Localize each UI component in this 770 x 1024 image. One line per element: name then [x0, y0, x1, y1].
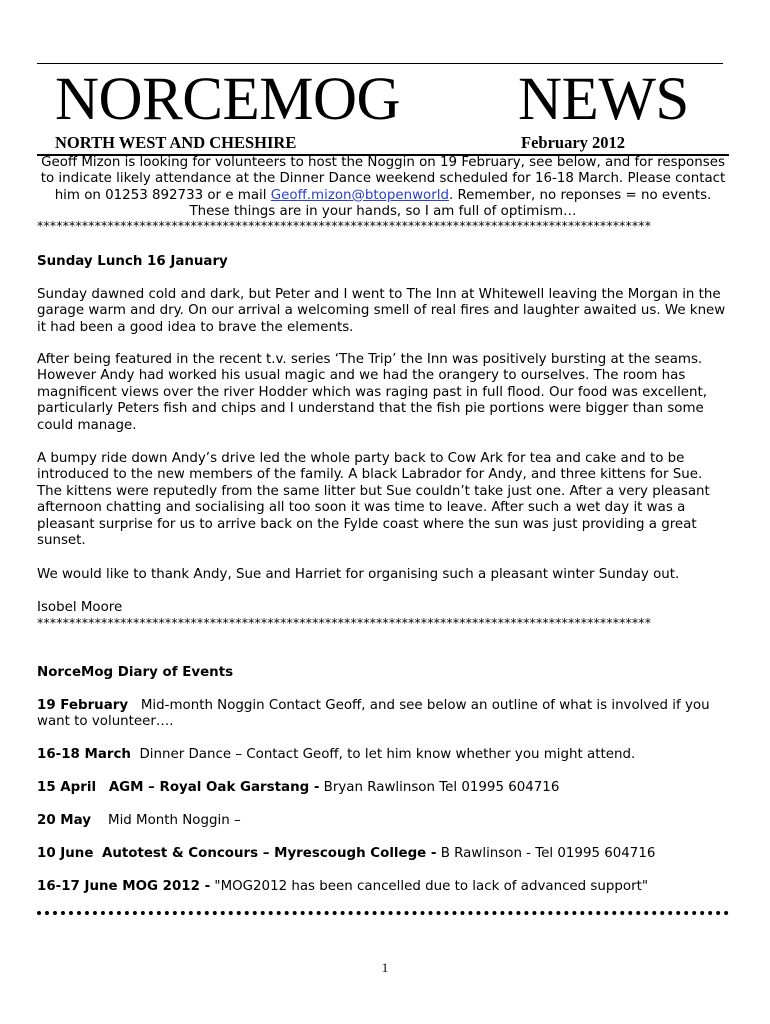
- event-date: 19 February: [37, 698, 129, 713]
- event-date: 10 June: [37, 846, 94, 861]
- article-heading: Sunday Lunch 16 January: [37, 254, 228, 269]
- diary-heading: NorceMog Diary of Events: [37, 665, 234, 680]
- star-separator: ************************************************************************************************: [37, 219, 652, 233]
- subheading: [55, 133, 715, 153]
- diary-event: [37, 747, 729, 763]
- masthead-title-left: NORCEMOG: [55, 66, 401, 133]
- diary-event: [37, 698, 729, 731]
- article-paragraph: Sunday dawned cold and dark, but Peter and I went to The Inn at Whitewell leaving the Morgan in the garage warm and dry. On our arrival a welcoming smell of real fires and laughter awaited us. We knew it had been a good idea to brave the elements.: [37, 287, 726, 335]
- event-detail: Bryan Rawlinson Tel 01995 604716: [323, 780, 560, 795]
- masthead-title-right: NEWS: [518, 66, 689, 133]
- top-rule: [37, 63, 723, 64]
- masthead: [55, 68, 715, 132]
- dotted-divider: [37, 911, 729, 915]
- event-date: 15 April: [37, 780, 97, 795]
- star-separator: ************************************************************************************************: [37, 616, 652, 630]
- issue-date: February 2012: [521, 133, 626, 152]
- event-detail: B Rawlinson - Tel 01995 604716: [440, 846, 656, 861]
- email-link[interactable]: Geoff.mizon@btopenworld: [270, 187, 449, 203]
- intro-text-end: . Remember, no reponses = no events. These things are in your hands, so I am full of optimism…: [189, 187, 712, 220]
- diary-event: [37, 780, 729, 796]
- event-detail: Dinner Dance – Contact Geoff, to let him know whether you might attend.: [139, 747, 636, 762]
- article-paragraph: After being featured in the recent t.v. series ‘The Trip’ the Inn was positively bursting at the seams. However Andy had worked his usual magic and we had the orangery to ourselves. The room has magnificent views over the river Hodder which was raging past in full flood. Our food was excellent, particularly Peters fish and chips and I understand that the fish pie portions were bigger than some could manage.: [37, 352, 708, 433]
- event-date: 16-17 June MOG 2012 -: [37, 879, 211, 894]
- intro-text-start: Geoff Mizon is looking for volunteers to host the Noggin on 19 February, see below, and for responses to indicate likely attendance at the Dinner Dance weekend scheduled for 16-18 March. Please contact him on 01253 892733 or e mail: [40, 155, 726, 203]
- diary-event: [37, 879, 729, 895]
- article-paragraph: We would like to thank Andy, Sue and Harriet for organising such a pleasant winter Sunday out.: [37, 567, 680, 582]
- event-date: 16-18 March: [37, 747, 131, 762]
- event-title: Autotest & Concours – Myrescough College -: [101, 846, 437, 861]
- diary-event: [37, 813, 729, 829]
- region-label: NORTH WEST AND CHESHIRE: [55, 133, 297, 152]
- article-author: Isobel Moore: [37, 600, 123, 615]
- page-number: 1: [381, 960, 389, 975]
- diary-event: [37, 846, 729, 862]
- event-date: 20 May: [37, 813, 91, 828]
- intro-notice: [37, 155, 729, 221]
- event-detail: "MOG2012 has been cancelled due to lack of advanced support": [214, 879, 648, 894]
- event-detail: Mid-month Noggin Contact Geoff, and see below an outline of what is involved if you want to volunteer….: [37, 698, 710, 730]
- event-title: AGM – Royal Oak Garstang -: [108, 780, 320, 795]
- event-detail: Mid Month Noggin –: [108, 813, 241, 828]
- article-paragraph: A bumpy ride down Andy’s drive led the whole party back to Cow Ark for tea and cake and to be introduced to the new members of the family. A black Labrador for Andy, and three kittens for Sue. The kittens were reputedly from the same litter but Sue couldn’t take just one. After a very pleasant afternoon chatting and socialising all too soon it was time to leave. After such a wet day it was a pleasant surprise for us to arrive back on the Fylde coast where the sun was just providing a great sunset.: [37, 451, 710, 549]
